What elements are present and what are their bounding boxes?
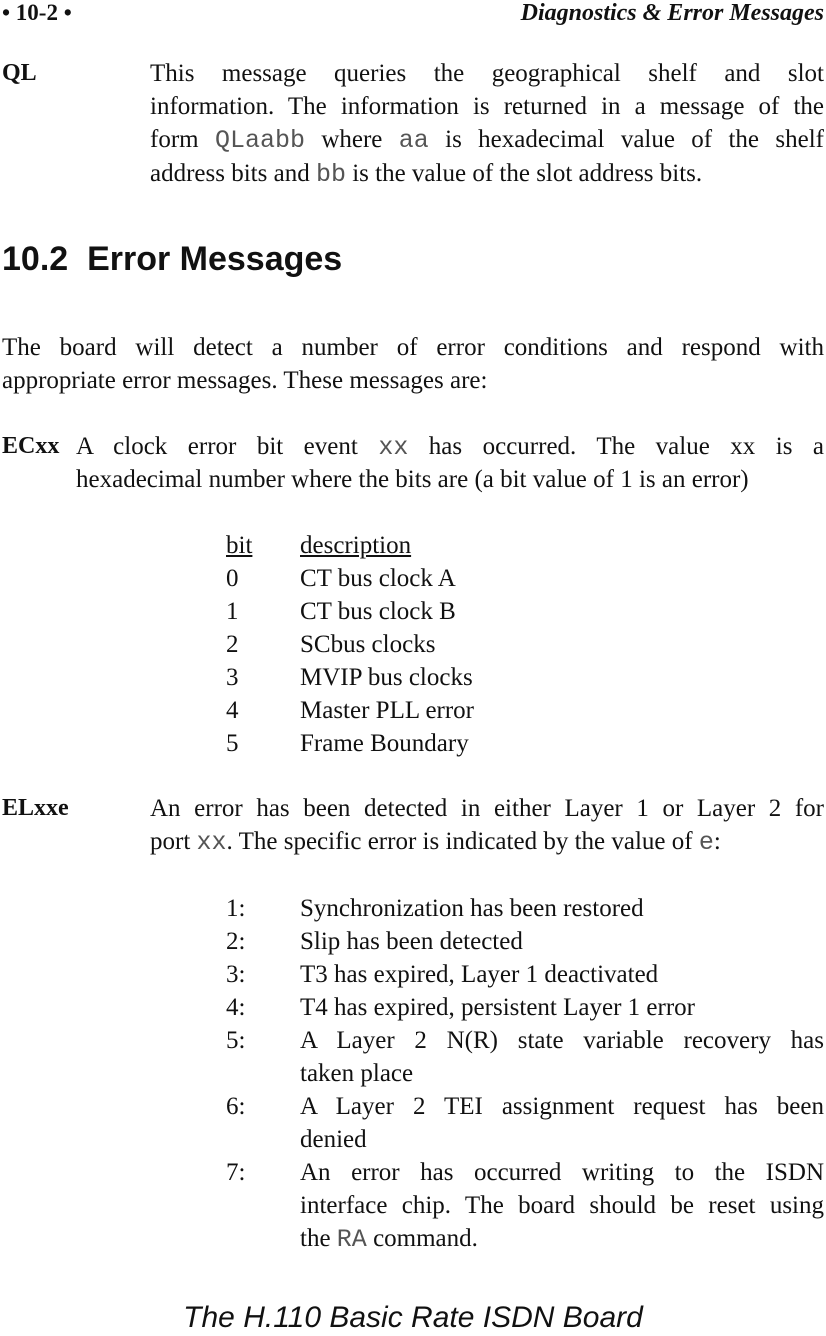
error-code: 2: [226, 928, 246, 955]
elxxe-line-2: port xx. The specific error is indicated by the value of e: [150, 828, 721, 857]
chapter-title: Diagnostics & Error Messages [520, 0, 824, 26]
bit-description: MVIP bus clocks [300, 664, 473, 691]
error-code: 5: [226, 1027, 246, 1054]
section-heading: 10.2 Error Messages [2, 240, 343, 278]
error-text: T4 has expired, persistent Layer 1 error [300, 994, 695, 1021]
bit-value: 2 [226, 631, 239, 658]
bit-value: 4 [226, 697, 239, 724]
term-elxxe: ELxxe [2, 795, 69, 821]
description-column-header: description [300, 532, 412, 559]
code-ra: RA [336, 1225, 367, 1254]
error-text: T3 has expired, Layer 1 deactivated [300, 961, 659, 988]
intro-line-2: appropriate error messages. These messages are: [2, 367, 488, 394]
bit-value: 0 [226, 565, 239, 592]
bit-description: Master PLL error [300, 697, 475, 724]
error-text: Slip has been detected [300, 928, 523, 955]
code-e: e [698, 828, 714, 857]
error-code: 1: [226, 895, 246, 922]
code-xx: xx [378, 433, 409, 462]
term-ql: QL [2, 60, 37, 86]
term-ecxx: ECxx [2, 433, 60, 459]
bit-description: Frame Boundary [300, 730, 469, 757]
ecxx-line-2: hexadecimal number where the bits are (a bit value of 1 is an error) [76, 466, 749, 493]
error-text: A Layer 2 N(R) state variable recovery has taken place [300, 1027, 824, 1087]
error-text: Synchronization has been restored [300, 895, 644, 922]
bit-value: 3 [226, 664, 239, 691]
error-code: 3: [226, 961, 246, 988]
code-bb: bb [315, 160, 346, 189]
page-number: • 10-2 • [2, 0, 72, 25]
elxxe-description [150, 792, 824, 859]
code-xx: xx [196, 828, 227, 857]
ql-description [150, 57, 824, 191]
error-code: 6: [226, 1093, 246, 1120]
error-text: A Layer 2 TEI assignment request has been denied [300, 1093, 824, 1153]
intro-line-1: The board will detect a number of error conditions and respond with [2, 334, 824, 361]
ecxx-line-1: A clock error bit event xx has occurred. The value xx is a [76, 433, 825, 462]
ql-line-2: information. The information is returned in a message of the [150, 93, 824, 120]
ql-line-1: This message queries the geographical shelf and slot [150, 60, 824, 87]
bit-column-header: bit [226, 532, 253, 559]
bit-description: CT bus clock B [300, 598, 456, 625]
code-qlaabb: QLaabb [214, 126, 305, 155]
intro-paragraph [2, 331, 824, 397]
code-aa: aa [398, 126, 429, 155]
bit-value: 1 [226, 598, 239, 625]
error-text: An error has occurred writing to the ISDN interface chip. The board should be reset using the RA command. [300, 1159, 824, 1254]
bit-description: SCbus clocks [300, 631, 436, 658]
bit-description: CT bus clock A [300, 565, 456, 592]
error-code: 7: [226, 1159, 246, 1186]
footer-title: The H.110 Basic Rate ISDN Board [183, 1301, 643, 1334]
ql-line-3: form QLaabb where aa is hexadecimal value of the shelf [150, 126, 824, 155]
elxxe-line-1: An error has been detected in either Layer 1 or Layer 2 for [150, 795, 824, 822]
error-code: 4: [226, 994, 246, 1021]
ql-line-4: address bits and bb is the value of the slot address bits. [150, 160, 703, 189]
bit-value: 5 [226, 730, 239, 757]
